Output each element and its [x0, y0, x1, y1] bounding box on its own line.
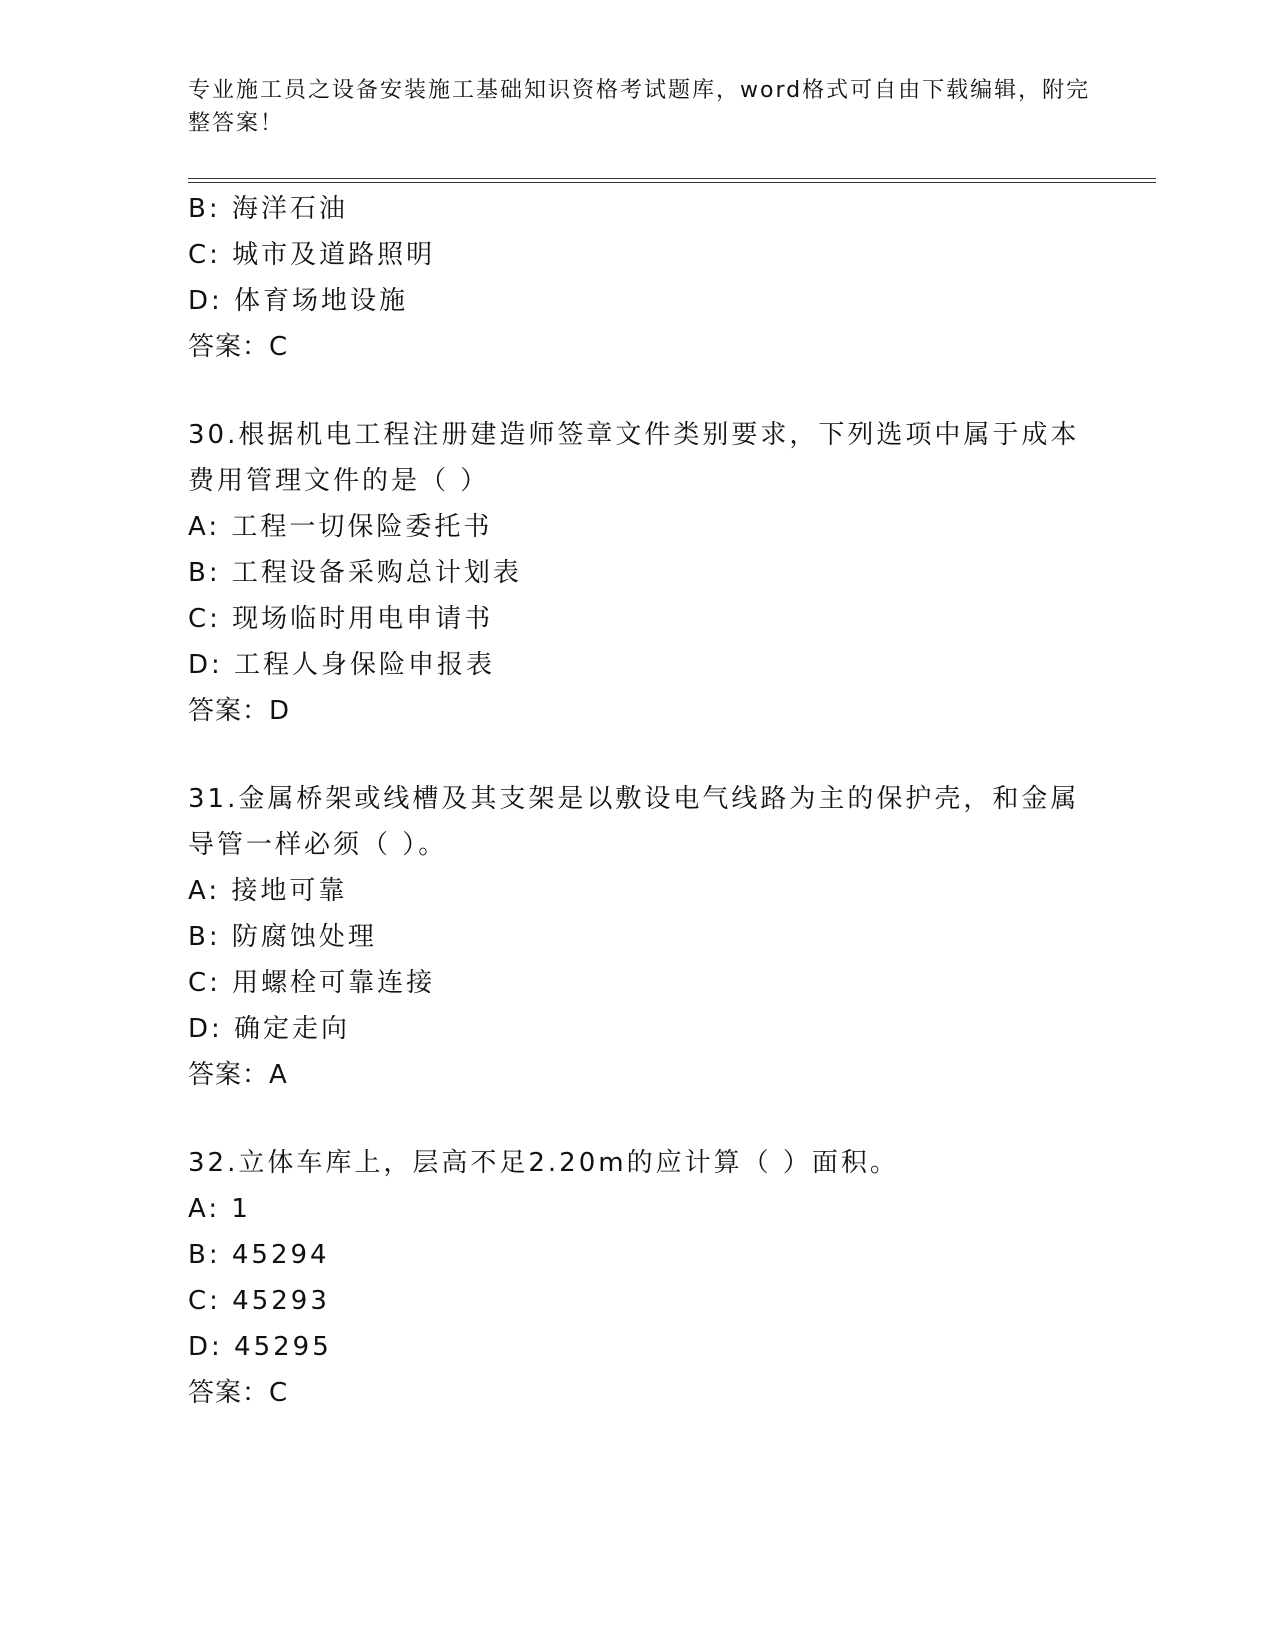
question-32 [188, 1140, 1088, 1416]
option-a: A: 接地可靠 [188, 876, 348, 906]
partial-question [188, 186, 1088, 370]
option-c: C: 城市及道路照明 [188, 240, 436, 270]
header-divider-bottom [188, 182, 1156, 183]
option-c: C: 现场临时用电申请书 [188, 604, 494, 634]
option-a: A: 1 [188, 1194, 251, 1224]
option-b: B: 45294 [188, 1240, 330, 1270]
option-b: B: 海洋石油 [188, 194, 348, 224]
option-d: D: 工程人身保险申报表 [188, 650, 496, 680]
question-list [188, 186, 1088, 1416]
question-stem: 32.立体车库上，层高不足2.20m的应计算（ ）面积。 [188, 1148, 899, 1178]
question-stem: 31.金属桥架或线槽及其支架是以敷设电气线路为主的保护壳，和金属导管一样必须（ ）。 [188, 784, 1080, 860]
answer-line: 答案：D [188, 696, 291, 726]
question-30 [188, 412, 1088, 734]
document-header: 专业施工员之设备安装施工基础知识资格考试题库，word格式可自由下载编辑，附完整答案！ [188, 78, 1091, 136]
option-c: C: 45293 [188, 1286, 330, 1316]
option-a: A: 工程一切保险委托书 [188, 512, 493, 542]
question-stem: 30.根据机电工程注册建造师签章文件类别要求，下列选项中属于成本费用管理文件的是（ ） [188, 420, 1080, 496]
option-d: D: 确定走向 [188, 1014, 351, 1044]
option-d: D: 体育场地设施 [188, 286, 409, 316]
option-d: D: 45295 [188, 1332, 332, 1362]
option-b: B: 工程设备采购总计划表 [188, 558, 522, 588]
header-divider-top [188, 178, 1156, 179]
answer-line: 答案：A [188, 1060, 288, 1090]
question-31 [188, 776, 1088, 1098]
answer-line: 答案：C [188, 332, 289, 362]
option-c: C: 用螺栓可靠连接 [188, 968, 436, 998]
option-b: B: 防腐蚀处理 [188, 922, 377, 952]
answer-line: 答案：C [188, 1378, 289, 1408]
